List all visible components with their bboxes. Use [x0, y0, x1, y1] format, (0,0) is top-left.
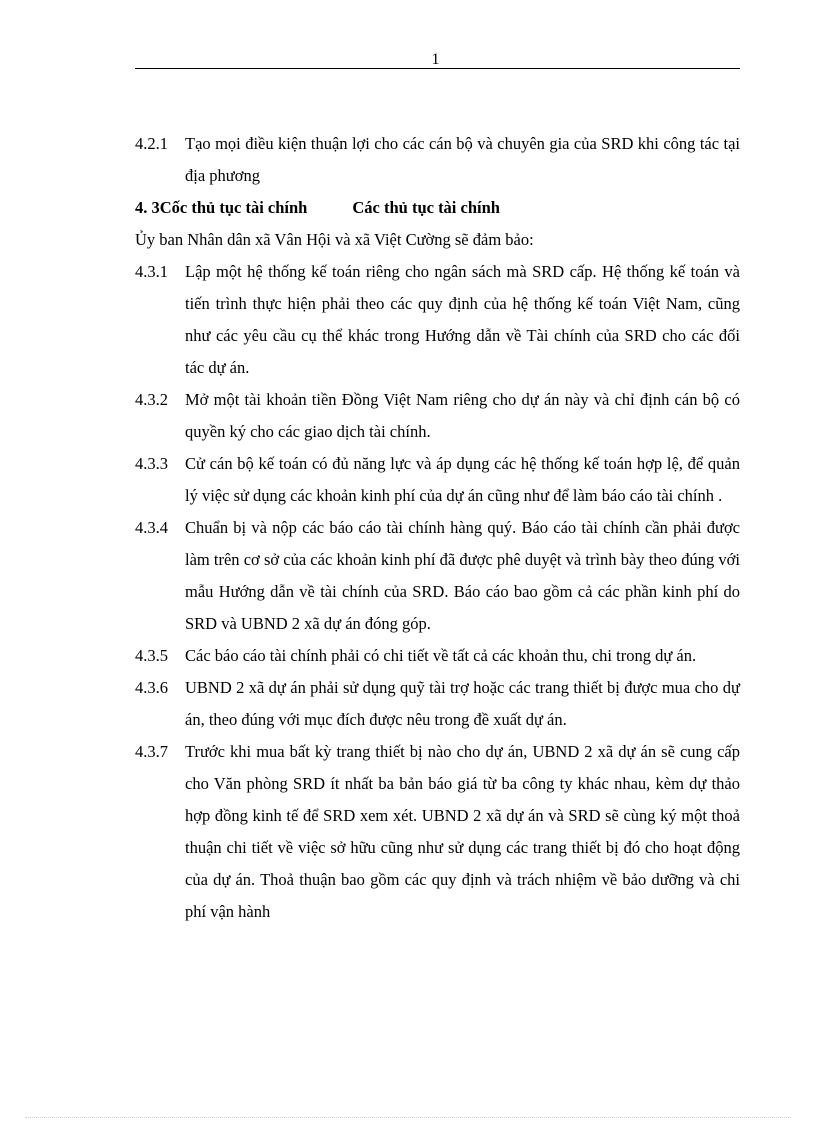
page-bottom-border	[25, 1117, 791, 1118]
document-body	[135, 128, 740, 928]
list-item-4-3-6	[135, 672, 740, 736]
section-heading-part1: 4. 3Cốc thủ tục tài chính	[135, 198, 308, 217]
item-number: 4.3.7	[135, 742, 168, 761]
intro-paragraph: Ủy ban Nhân dân xã Vân Hội và xã Việt Cường sẽ đảm bảo:	[135, 230, 534, 249]
item-text: Cử cán bộ kế toán có đủ năng lực và áp dụng các hệ thống kế toán hợp lệ, để quản lý việc sử dụng các khoản kinh phí của dự án cũng như để làm báo cáo tài chính .	[185, 454, 740, 505]
item-text: Mở một tài khoản tiền Đồng Việt Nam riêng cho dự án này và chỉ định cán bộ có quyền ký cho các giao dịch tài chính.	[185, 390, 740, 441]
list-item-4-3-1	[135, 256, 740, 384]
item-number: 4.3.4	[135, 518, 168, 537]
list-item-4-3-3	[135, 448, 740, 512]
list-item-4-3-7	[135, 736, 740, 928]
item-number: 4.3.3	[135, 454, 168, 473]
item-text: Chuẩn bị và nộp các báo cáo tài chính hàng quý. Báo cáo tài chính cần phải được làm trên cơ sở của các khoản kinh phí đã được phê duyệt và trình bày theo đúng với mẫu Hướng dẫn về tài chính của SRD. Báo cáo bao gồm cả các phần kinh phí do SRD và UBND 2 xã dự án đóng góp.	[185, 518, 740, 633]
list-item-4-3-4	[135, 512, 740, 640]
section-heading-part2: Các thủ tục tài chính	[352, 198, 500, 217]
list-item-4-3-5	[135, 640, 740, 672]
item-number: 4.3.1	[135, 262, 168, 281]
item-number: 4.3.5	[135, 646, 168, 665]
item-text: Trước khi mua bất kỳ trang thiết bị nào cho dự án, UBND 2 xã dự án sẽ cung cấp cho Văn phòng SRD ít nhất ba bản báo giá từ ba công ty khác nhau, kèm dự thảo hợp đồng kinh tế để SRD xem xét. UBND 2 xã dự án và SRD sẽ cùng ký một thoả thuận chi tiết về việc sở hữu cũng như sử dụng các trang thiết bị đó cho hoạt động của dự án. Thoả thuận bao gồm các quy định và trách nhiệm về bảo dưỡng và chi phí vận hành	[185, 742, 740, 921]
list-item-4-2-1	[135, 128, 740, 192]
list-item-4-3-2	[135, 384, 740, 448]
section-heading	[135, 192, 740, 224]
item-number: 4.3.6	[135, 678, 168, 697]
item-text: Lập một hệ thống kế toán riêng cho ngân sách mà SRD cấp. Hệ thống kế toán và tiến trình thực hiện phải theo các quy định của hệ thống kế toán Việt Nam, cũng như các yêu cầu cụ thể khác trong Hướng dẫn về Tài chính của SRD cho các đối tác dự án.	[185, 262, 740, 377]
item-number: 4.3.2	[135, 390, 168, 409]
header-rule	[135, 68, 740, 69]
item-text: UBND 2 xã dự án phải sử dụng quỹ tài trợ hoặc các trang thiết bị được mua cho dự án, theo đúng với mục đích được nêu trong đề xuất dự án.	[185, 678, 740, 729]
item-text: Các báo cáo tài chính phải có chi tiết về tất cả các khoản thu, chi trong dự án.	[185, 646, 697, 665]
item-number: 4.2.1	[135, 134, 168, 153]
item-text: Tạo mọi điều kiện thuận lợi cho các cán bộ và chuyên gia của SRD khi công tác tại địa phương	[185, 134, 740, 185]
page-number: 1	[431, 51, 440, 68]
